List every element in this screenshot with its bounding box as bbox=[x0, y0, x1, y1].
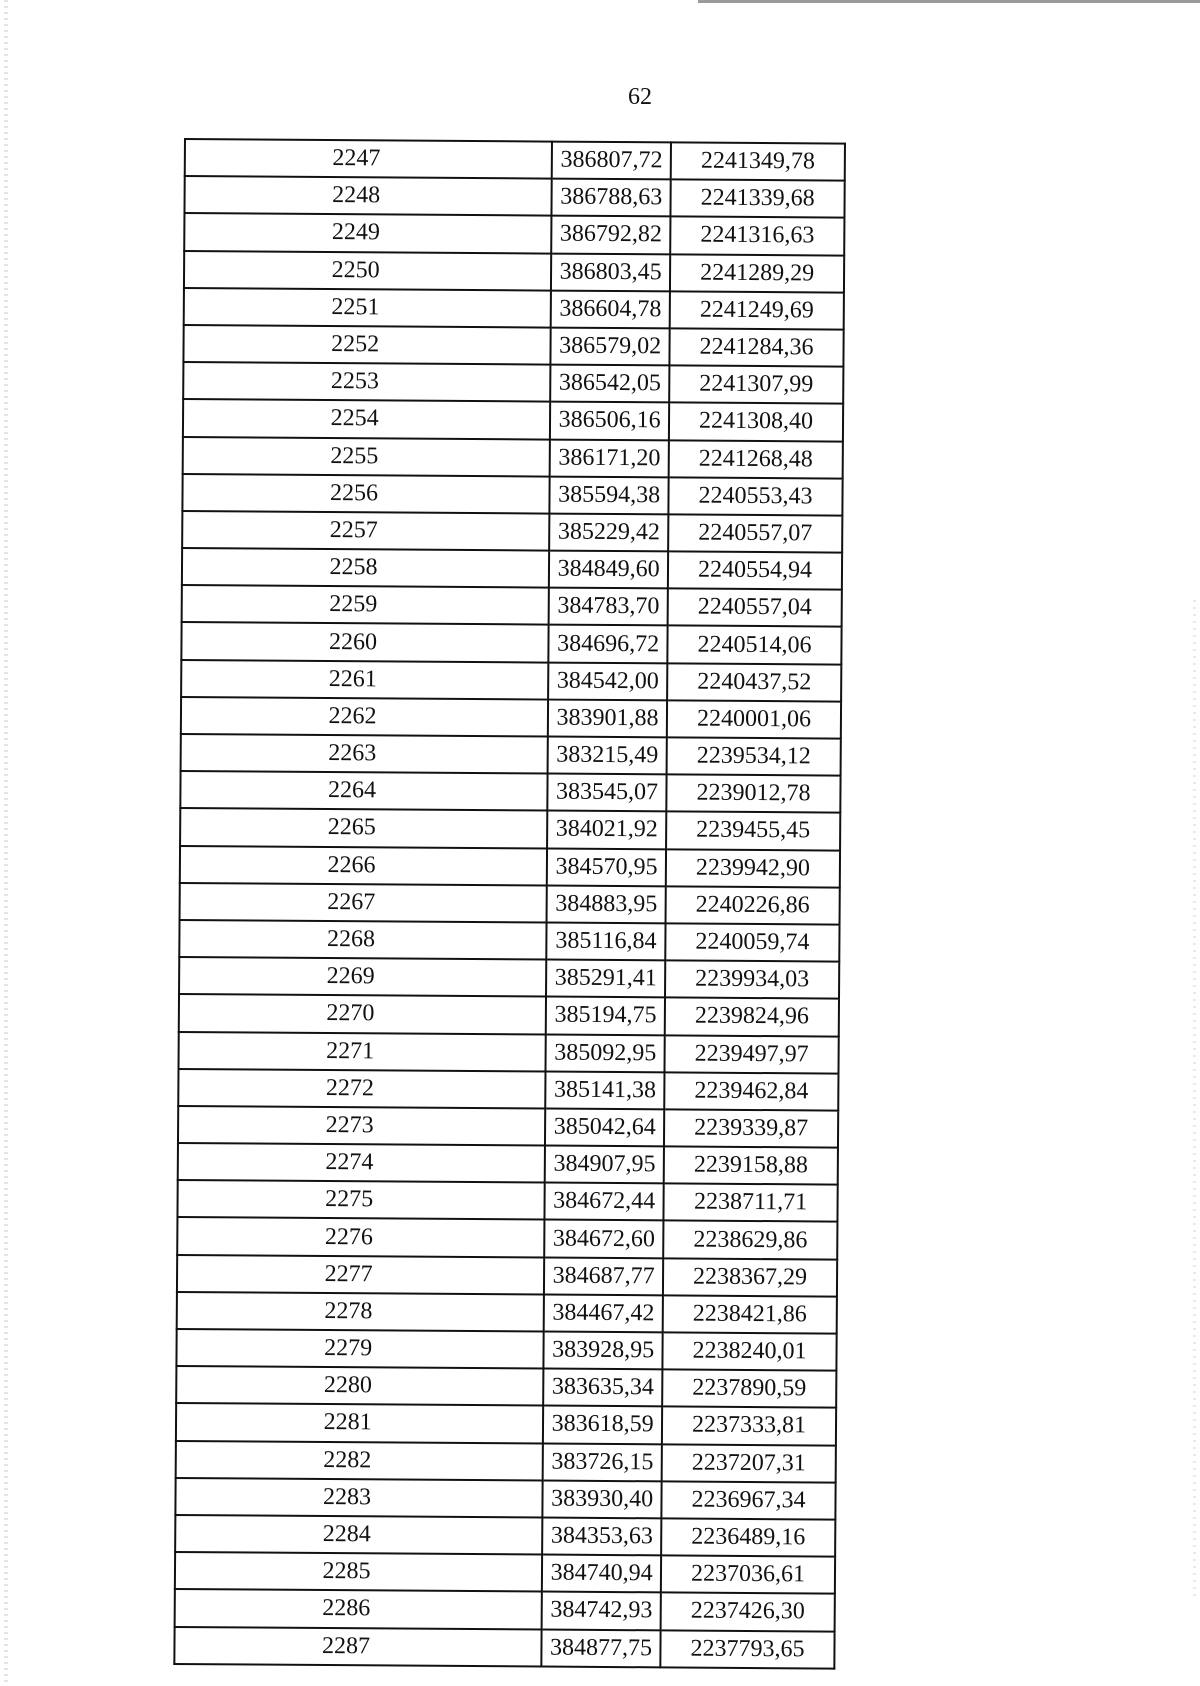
point-number-cell: 2270 bbox=[179, 994, 546, 1034]
table-row bbox=[181, 660, 841, 702]
point-number-cell: 2276 bbox=[177, 1217, 544, 1257]
y-coordinate-cell: 2241249,69 bbox=[670, 291, 844, 329]
x-coordinate-cell: 384672,44 bbox=[545, 1183, 664, 1221]
point-number-cell: 2249 bbox=[184, 213, 551, 253]
table-row bbox=[183, 362, 843, 404]
scan-right-edge bbox=[1193, 600, 1196, 1600]
y-coordinate-cell: 2241284,36 bbox=[670, 328, 844, 366]
point-number-cell: 2262 bbox=[181, 697, 548, 737]
table-row bbox=[177, 1217, 837, 1259]
y-coordinate-cell: 2239934,03 bbox=[665, 961, 839, 999]
table-row bbox=[175, 1552, 835, 1594]
table-row bbox=[182, 474, 842, 516]
point-number-cell: 2266 bbox=[180, 846, 547, 886]
table-row bbox=[179, 920, 839, 962]
table-row bbox=[182, 585, 842, 627]
table-row bbox=[175, 1589, 835, 1631]
y-coordinate-cell: 2241289,29 bbox=[670, 254, 844, 292]
x-coordinate-cell: 383635,34 bbox=[543, 1369, 662, 1407]
x-coordinate-cell: 385092,95 bbox=[546, 1034, 665, 1072]
point-number-cell: 2267 bbox=[180, 883, 547, 923]
table-row bbox=[180, 808, 840, 850]
y-coordinate-cell: 2240557,04 bbox=[668, 589, 842, 627]
point-number-cell: 2275 bbox=[177, 1180, 544, 1220]
y-coordinate-cell: 2238367,29 bbox=[663, 1258, 837, 1296]
y-coordinate-cell: 2241316,63 bbox=[670, 217, 844, 255]
y-coordinate-cell: 2239455,45 bbox=[666, 812, 840, 850]
point-number-cell: 2257 bbox=[182, 511, 549, 551]
table-row bbox=[181, 622, 841, 664]
x-coordinate-cell: 384849,60 bbox=[549, 551, 668, 589]
x-coordinate-cell: 384542,00 bbox=[548, 662, 667, 700]
y-coordinate-cell: 2239534,12 bbox=[667, 737, 841, 775]
point-number-cell: 2268 bbox=[179, 920, 546, 960]
x-coordinate-cell: 383928,95 bbox=[544, 1332, 663, 1370]
y-coordinate-cell: 2239462,84 bbox=[664, 1072, 838, 1110]
x-coordinate-cell: 384696,72 bbox=[549, 625, 668, 663]
point-number-cell: 2272 bbox=[178, 1069, 545, 1109]
table-row bbox=[179, 1031, 839, 1073]
point-number-cell: 2250 bbox=[184, 251, 551, 291]
y-coordinate-cell: 2236967,34 bbox=[661, 1481, 835, 1519]
table-row bbox=[183, 325, 843, 367]
point-number-cell: 2274 bbox=[178, 1143, 545, 1183]
y-coordinate-cell: 2238711,71 bbox=[664, 1184, 838, 1222]
point-number-cell: 2265 bbox=[180, 808, 547, 848]
x-coordinate-cell: 386803,45 bbox=[551, 253, 670, 291]
x-coordinate-cell: 384783,70 bbox=[549, 588, 668, 626]
point-number-cell: 2259 bbox=[182, 585, 549, 625]
y-coordinate-cell: 2240001,06 bbox=[667, 700, 841, 738]
y-coordinate-cell: 2236489,16 bbox=[661, 1518, 835, 1556]
x-coordinate-cell: 385291,41 bbox=[546, 960, 665, 998]
point-number-cell: 2254 bbox=[183, 399, 550, 439]
point-number-cell: 2247 bbox=[185, 139, 552, 179]
point-number-cell: 2277 bbox=[177, 1255, 544, 1295]
x-coordinate-cell: 384570,95 bbox=[547, 848, 666, 886]
point-number-cell: 2281 bbox=[176, 1403, 543, 1443]
y-coordinate-cell: 2241268,48 bbox=[669, 440, 843, 478]
x-coordinate-cell: 386807,72 bbox=[552, 142, 671, 180]
table-row bbox=[175, 1515, 835, 1557]
point-number-cell: 2261 bbox=[181, 660, 548, 700]
point-number-cell: 2280 bbox=[176, 1366, 543, 1406]
x-coordinate-cell: 386542,05 bbox=[550, 365, 669, 403]
point-number-cell: 2264 bbox=[180, 771, 547, 811]
x-coordinate-cell: 384740,94 bbox=[542, 1555, 661, 1593]
table-row bbox=[177, 1292, 837, 1334]
y-coordinate-cell: 2238629,86 bbox=[663, 1221, 837, 1259]
point-number-cell: 2253 bbox=[183, 362, 550, 402]
point-number-cell: 2252 bbox=[183, 325, 550, 365]
point-number-cell: 2255 bbox=[183, 436, 550, 476]
point-number-cell: 2271 bbox=[179, 1031, 546, 1071]
table-row bbox=[183, 436, 843, 478]
table-row bbox=[181, 697, 841, 739]
point-number-cell: 2279 bbox=[176, 1329, 543, 1369]
table-row bbox=[176, 1366, 836, 1408]
table-row bbox=[178, 1143, 838, 1185]
x-coordinate-cell: 384687,77 bbox=[544, 1257, 663, 1295]
y-coordinate-cell: 2240437,52 bbox=[667, 663, 841, 701]
y-coordinate-cell: 2241339,68 bbox=[671, 180, 845, 218]
page-number: 62 bbox=[628, 84, 652, 110]
y-coordinate-cell: 2241307,99 bbox=[669, 366, 843, 404]
point-number-cell: 2287 bbox=[174, 1626, 541, 1666]
table-row bbox=[180, 846, 840, 888]
y-coordinate-cell: 2237426,30 bbox=[661, 1593, 835, 1631]
table-row bbox=[176, 1403, 836, 1445]
y-coordinate-cell: 2241349,78 bbox=[671, 142, 845, 180]
x-coordinate-cell: 383901,88 bbox=[548, 699, 667, 737]
table-row bbox=[182, 511, 842, 553]
x-coordinate-cell: 386171,20 bbox=[550, 439, 669, 477]
y-coordinate-cell: 2238240,01 bbox=[663, 1332, 837, 1370]
x-coordinate-cell: 384883,95 bbox=[547, 885, 666, 923]
y-coordinate-cell: 2237036,61 bbox=[661, 1555, 835, 1593]
y-coordinate-cell: 2237333,81 bbox=[662, 1407, 836, 1445]
x-coordinate-cell: 383545,07 bbox=[547, 774, 666, 812]
point-number-cell: 2273 bbox=[178, 1106, 545, 1146]
table-row bbox=[184, 251, 844, 293]
y-coordinate-cell: 2237793,65 bbox=[660, 1630, 834, 1668]
point-number-cell: 2248 bbox=[184, 176, 551, 216]
table-row bbox=[178, 1106, 838, 1148]
point-number-cell: 2285 bbox=[175, 1552, 542, 1592]
table-row bbox=[179, 994, 839, 1036]
table-row bbox=[177, 1180, 837, 1222]
table-row bbox=[180, 771, 840, 813]
y-coordinate-cell: 2239942,90 bbox=[666, 849, 840, 887]
table-row bbox=[177, 1255, 837, 1297]
x-coordinate-cell: 383215,49 bbox=[548, 737, 667, 775]
x-coordinate-cell: 385229,42 bbox=[549, 513, 668, 551]
y-coordinate-cell: 2239339,87 bbox=[664, 1109, 838, 1147]
y-coordinate-cell: 2238421,86 bbox=[663, 1295, 837, 1333]
coordinates-table-body bbox=[174, 139, 845, 1668]
point-number-cell: 2278 bbox=[177, 1292, 544, 1332]
x-coordinate-cell: 384877,75 bbox=[542, 1629, 661, 1667]
point-number-cell: 2258 bbox=[182, 548, 549, 588]
table-row bbox=[176, 1329, 836, 1371]
point-number-cell: 2282 bbox=[176, 1441, 543, 1481]
table-row bbox=[175, 1478, 835, 1520]
x-coordinate-cell: 385042,64 bbox=[545, 1108, 664, 1146]
x-coordinate-cell: 386579,02 bbox=[551, 328, 670, 366]
table-row bbox=[181, 734, 841, 776]
point-number-cell: 2286 bbox=[175, 1589, 542, 1629]
x-coordinate-cell: 384742,93 bbox=[542, 1592, 661, 1630]
y-coordinate-cell: 2237207,31 bbox=[662, 1444, 836, 1482]
scan-left-edge bbox=[4, 0, 8, 1686]
x-coordinate-cell: 384907,95 bbox=[545, 1146, 664, 1184]
table-row bbox=[176, 1441, 836, 1483]
point-number-cell: 2260 bbox=[181, 622, 548, 662]
point-number-cell: 2283 bbox=[175, 1478, 542, 1518]
y-coordinate-cell: 2239158,88 bbox=[664, 1146, 838, 1184]
y-coordinate-cell: 2240554,94 bbox=[668, 551, 842, 589]
x-coordinate-cell: 385141,38 bbox=[545, 1071, 664, 1109]
y-coordinate-cell: 2240557,07 bbox=[668, 514, 842, 552]
point-number-cell: 2251 bbox=[184, 288, 551, 328]
point-number-cell: 2284 bbox=[175, 1515, 542, 1555]
point-number-cell: 2269 bbox=[179, 957, 546, 997]
y-coordinate-cell: 2237890,59 bbox=[662, 1370, 836, 1408]
x-coordinate-cell: 383930,40 bbox=[543, 1480, 662, 1518]
y-coordinate-cell: 2239497,97 bbox=[665, 1035, 839, 1073]
table-row bbox=[184, 176, 844, 218]
y-coordinate-cell: 2241308,40 bbox=[669, 403, 843, 441]
x-coordinate-cell: 386792,82 bbox=[551, 216, 670, 254]
x-coordinate-cell: 386506,16 bbox=[550, 402, 669, 440]
x-coordinate-cell: 384467,42 bbox=[544, 1294, 663, 1332]
table-row bbox=[182, 548, 842, 590]
table-row bbox=[183, 399, 843, 441]
y-coordinate-cell: 2239012,78 bbox=[666, 775, 840, 813]
y-coordinate-cell: 2240553,43 bbox=[668, 477, 842, 515]
table-row bbox=[174, 1626, 834, 1668]
point-number-cell: 2263 bbox=[181, 734, 548, 774]
x-coordinate-cell: 383618,59 bbox=[543, 1406, 662, 1444]
x-coordinate-cell: 385116,84 bbox=[546, 922, 665, 960]
scan-top-rule bbox=[698, 0, 1200, 3]
y-coordinate-cell: 2239824,96 bbox=[665, 998, 839, 1036]
coordinates-table bbox=[173, 138, 846, 1669]
x-coordinate-cell: 383726,15 bbox=[543, 1443, 662, 1481]
y-coordinate-cell: 2240514,06 bbox=[667, 626, 841, 664]
table-row bbox=[184, 213, 844, 255]
x-coordinate-cell: 386788,63 bbox=[552, 179, 671, 217]
table-row bbox=[180, 883, 840, 925]
x-coordinate-cell: 384353,63 bbox=[542, 1517, 661, 1555]
x-coordinate-cell: 386604,78 bbox=[551, 290, 670, 328]
x-coordinate-cell: 384672,60 bbox=[544, 1220, 663, 1258]
table-row bbox=[179, 957, 839, 999]
point-number-cell: 2256 bbox=[182, 474, 549, 514]
x-coordinate-cell: 384021,92 bbox=[547, 811, 666, 849]
x-coordinate-cell: 385194,75 bbox=[546, 997, 665, 1035]
x-coordinate-cell: 385594,38 bbox=[550, 476, 669, 514]
y-coordinate-cell: 2240059,74 bbox=[665, 923, 839, 961]
table-row bbox=[184, 288, 844, 330]
table-row bbox=[185, 139, 845, 181]
table-row bbox=[178, 1069, 838, 1111]
y-coordinate-cell: 2240226,86 bbox=[666, 886, 840, 924]
